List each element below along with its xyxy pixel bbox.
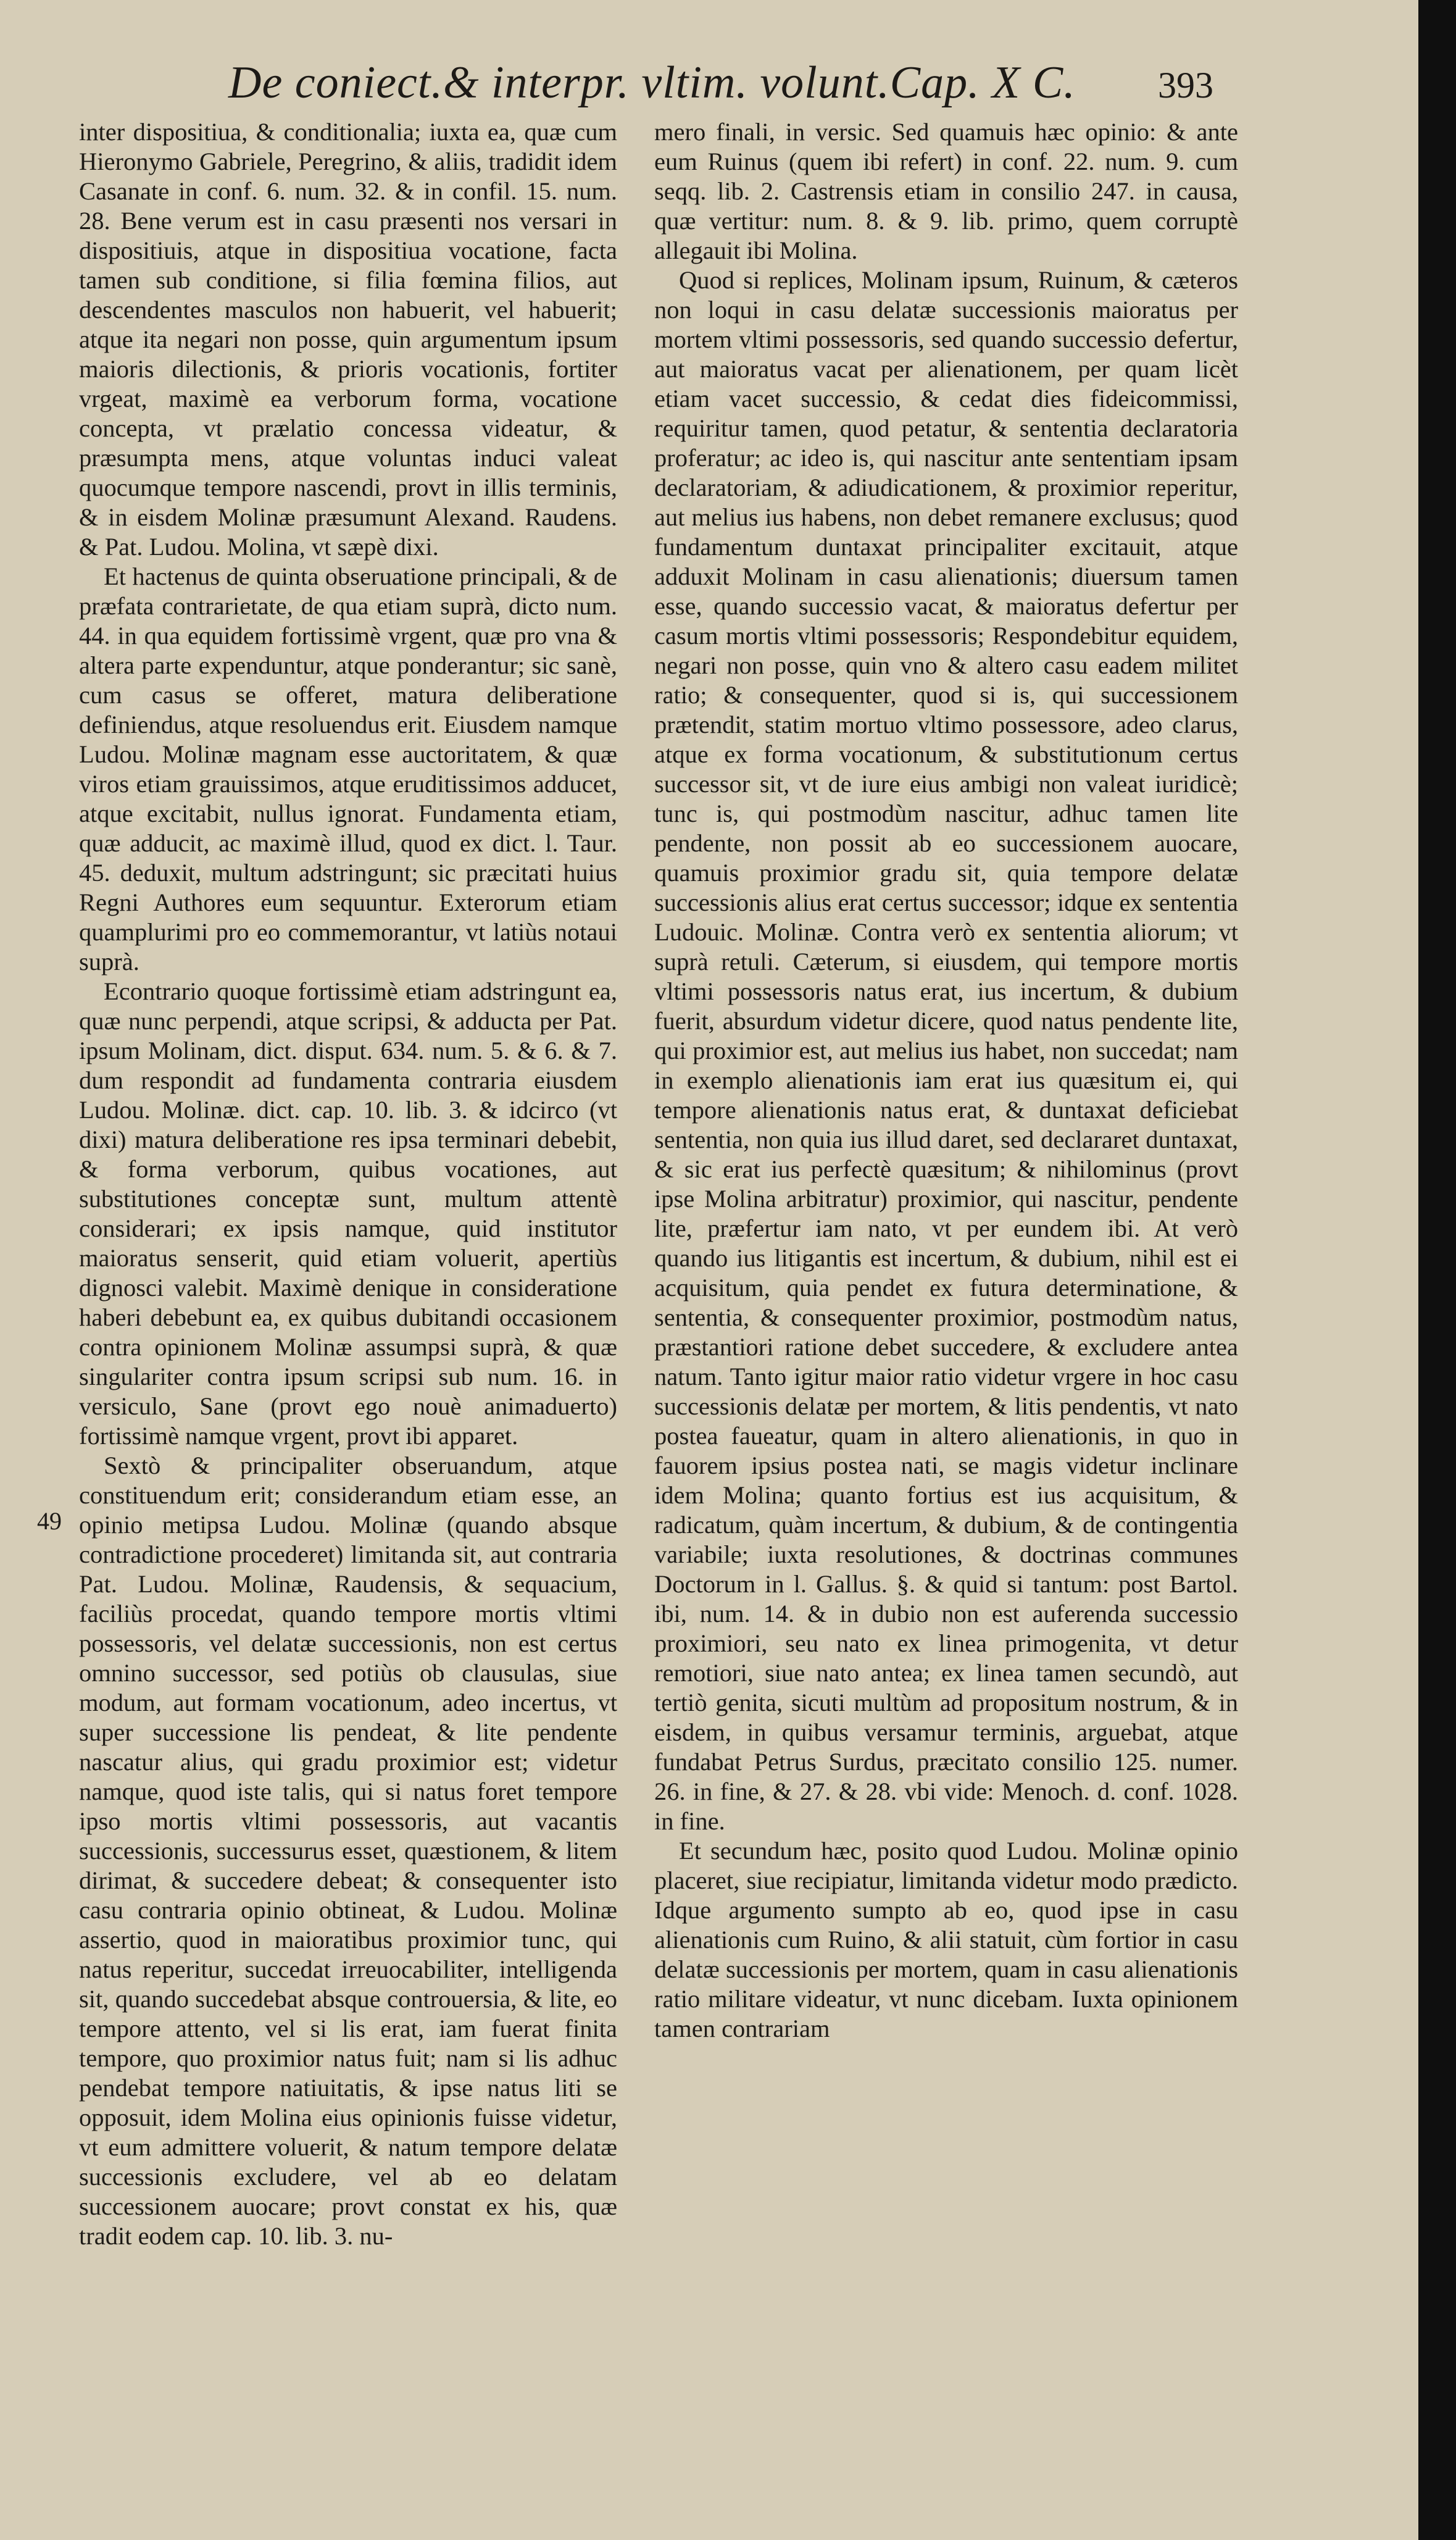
running-head: De coniect.& interpr. vltim. volunt.Cap. X C. xyxy=(228,57,1076,108)
left-paragraph-4: Sextò & principaliter obseruandum, atque constituendum erit; considerandum etiam esse, an opinio metipsa Ludou. Molinæ (quando absque contradictione procederet) limitanda sit, aut contraria Pat. Ludou. Molinæ, Raudensis, & sequacium, faciliùs procedat, quando tempore mortis vltimi possessoris, vel delatæ successionis, non est certus omnino successor, sed potiùs ob clausulas, siue modum, aut formam vocationum, adeo incertus, vt super successione lis pendeat, & lite pendente nascatur alius, qui gradu proximior est; videtur namque, quod iste talis, qui si natus foret tempore ipso mortis vltimi possessoris, aut vacantis successionis, successurus esset, quæstionem, & litem dirimat, & succedere debeat; & consequenter isto casu contraria opinio obtineat, & Ludou. Molinæ assertio, quod in maioratibus proximior tunc, qui natus reperitur, succedat irreuocabiliter, intelligenda sit, quando succedebat absque controuersia, & lite, eo tempore attento, vel si lis erat, iam fuerat finita tempore, quo proximior natus fuit; nam si lis adhuc pendebat tempore natiuitatis, & ipse natus liti se opposuit, idem Molina eius opinionis fuisse videtur, vt eum admittere voluerit, & natum tempore delatæ successionis excludere, vel ab eo delatam successionem auocare; provt constat ex his, quæ tradit eodem cap. 10. lib. 3. nu- xyxy=(79,1452,617,2250)
left-paragraph-1: inter dispositiua, & conditionalia; iuxta ea, quæ cum Hieronymo Gabriele, Peregrino, & aliis, tradidit idem Casanate in conf. 6. num. 32. & in confil. 15. num. 28. Bene verum est in casu præsenti nos versari in dispositiuis, atque in dispositiua vocatione, facta tamen sub conditione, si filia fœmina filios, aut descendentes masculos non habuerit, vel habuerit; atque ita negari non posse, quin argumentum ipsum maioris dilectionis, & prioris vocationis, fortiter vrgeat, maximè ea verborum forma, vocatione concepta, vt prælatio concessa videatur, & præsumpta mens, atque voluntas induci valeat quocumque tempore nascendi, provt in illis terminis, & in eisdem Molinæ præsumunt Alexand. Raudens. & Pat. Ludou. Molina, vt sæpè dixi. xyxy=(79,118,617,561)
margin-section-number: 49 xyxy=(37,1507,62,1535)
scan-edge xyxy=(1418,0,1456,2540)
left-column xyxy=(79,117,617,2251)
right-paragraph-2: Quod si replices, Molinam ipsum, Ruinum, & cæteros non loqui in casu delatæ successionis maioratus per mortem vltimi possessoris, sed quando successio defertur, aut maioratus vacat per alienationem, per quam licèt etiam vacet successio, & cedat dies fideicommissi, requiritur tamen, quod petatur, & sententia declaratoria proferatur; ac ideo is, qui nascitur ante sententiam ipsam declaratoriam, & adiudicationem, & proximior reperitur, aut melius ius habens, non debet remanere exclusus; quod fundamentum duntaxat principaliter excitauit, atque adduxit Molinam in casu alienationis; diuersum tamen esse, quando successio vacat, & maioratus defertur per casum mortis vltimi possessoris; Respondebitur equidem, negari non posse, quin vno & altero casu eadem militet ratio; & consequenter, quod si is, qui successionem prætendit, statim mortuo vltimo possessore, adeo clarus, atque ex forma vocationum, & substitutionum certus successor sit, vt de iure eius ambigi non valeat iuridicè; tunc is, qui postmodùm nascitur, adhuc tamen lite pendente, non possit ab eo successionem auocare, quamuis proximior gradu sit, quia tempore delatæ successionis alius erat certus successor; idque ex sententia Ludouic. Molinæ. Contra verò ex sententia aliorum; vt suprà retuli. Cæterum, si eiusdem, qui tempore mortis vltimi possessoris natus erat, ius incertum, & dubium fuerit, absurdum videtur dicere, quod natus pendente lite, qui proximior est, aut melius ius habet, non succedat; nam in exemplo alienationis iam erat ius quæsitum ei, qui tempore alienationis natus erat, & duntaxat deficiebat sententia, non quia ius illud daret, sed declararet duntaxat, & sic erat ius perfectè quæsitum; & nihilominus (provt ipse Molina arbitratur) proximior, qui nascitur, pendente lite, præfertur iam nato, vt per eundem ibi. At verò quando ius litigantis est incertum, & dubium, nihil est ei acquisitum, quia pendet ex futura determinatione, & sententia, & consequenter proximior, postmodùm natus, præstantiori ratione debet succedere, & excludere antea natum. Tanto igitur maior ratio videtur vrgere in hoc casu successionis delatæ per mortem, & litis pendentis, vt nato postea faueatur, quam in altero alienationis, in quo in fauorem ipsius postea nati, se magis videtur inclinare idem Molina; quanto fortius est ius acquisitum, & radicatum, quàm incertum, & dubium, & de contingentia variabile; iuxta resolutiones, & doctrinas communes Doctorum in l. Gallus. §. & quid si tantum: post Bartol. ibi, num. 14. & in dubio non est auferenda successio proximiori, seu nato ex linea primogenita, vt detur remotiori, siue nato antea; ex linea tamen secundò, aut tertiò genita, sicuti multùm ad propositum nostrum, & in eisdem, in quibus versamur terminis, arguebat, atque fundabat Petrus Surdus, præcitato consilio 125. numer. 26. in fine, & 27. & 28. vbi vide: Menoch. d. conf. 1028. in fine. xyxy=(654,266,1238,1835)
left-paragraph-3: Econtrario quoque fortissimè etiam adstringunt ea, quæ nunc perpendi, atque scripsi, & adducta per Pat. ipsum Molinam, dict. disput. 634. num. 5. & 6. & 7. dum respondit ad fundamenta contraria eiusdem Ludou. Molinæ. dict. cap. 10. lib. 3. & idcirco (vt dixi) matura deliberatione res ipsa terminari debebit, & forma verborum, quibus vocationes, aut substitutiones conceptæ sunt, multum attentè considerari; ex ipsis namque, quid institutor maioratus senserit, quid etiam voluerit, apertiùs dignosci valebit. Maximè denique in consideratione haberi debebunt ea, ex quibus dubitandi occasionem contra opinionem Molinæ assumpsi suprà, & quæ singulariter contra ipsum scripsi sub num. 16. in versiculo, Sane (provt ego nouè animaduerto) fortissimè namque vrgent, provt ibi apparet. xyxy=(79,977,617,1450)
right-paragraph-3: Et secundum hæc, posito quod Ludou. Molinæ opinio placeret, siue recipiatur, limitanda videtur modo prædicto. Idque argumento sumpto ab eo, quod ipse in casu alienationis cum Ruino, & alii statuit, cùm fortior in casu delatæ successionis per mortem, quam in casu alienationis ratio militare videatur, vt nunc dicebam. Iuxta opinionem tamen contrariam xyxy=(654,1837,1238,2042)
right-paragraph-1: mero finali, in versic. Sed quamuis hæc opinio: & ante eum Ruinus (quem ibi refert) in conf. 22. num. 9. cum seqq. lib. 2. Castrensis etiam in consilio 247. in causa, quæ vertitur: num. 8. & 9. lib. primo, quem corruptè allegauit ibi Molina. xyxy=(654,118,1238,264)
right-column xyxy=(654,117,1238,2044)
left-paragraph-2: Et hactenus de quinta obseruatione principali, & de præfata contrarietate, de qua etiam suprà, dicto num. 44. in qua equidem fortissimè vrgent, quæ pro vna & altera parte expenduntur, atque ponderantur; sic sanè, cum casus se offeret, matura deliberatione definiendus, atque resoluendus erit. Eiusdem namque Ludou. Molinæ magnam esse auctoritatem, & quæ viros etiam grauissimos, atque eruditissimos adducet, atque excitabit, nullus ignorat. Fundamenta etiam, quæ adducit, ac maximè illud, quod ex dict. l. Taur. 45. deduxit, multum adstringunt; sic præcitati huius Regni Authores eum sequuntur. Exterorum etiam quamplurimi pro eo commemorantur, vt latiùs notaui suprà. xyxy=(79,562,617,975)
page-number: 393 xyxy=(1158,65,1213,106)
